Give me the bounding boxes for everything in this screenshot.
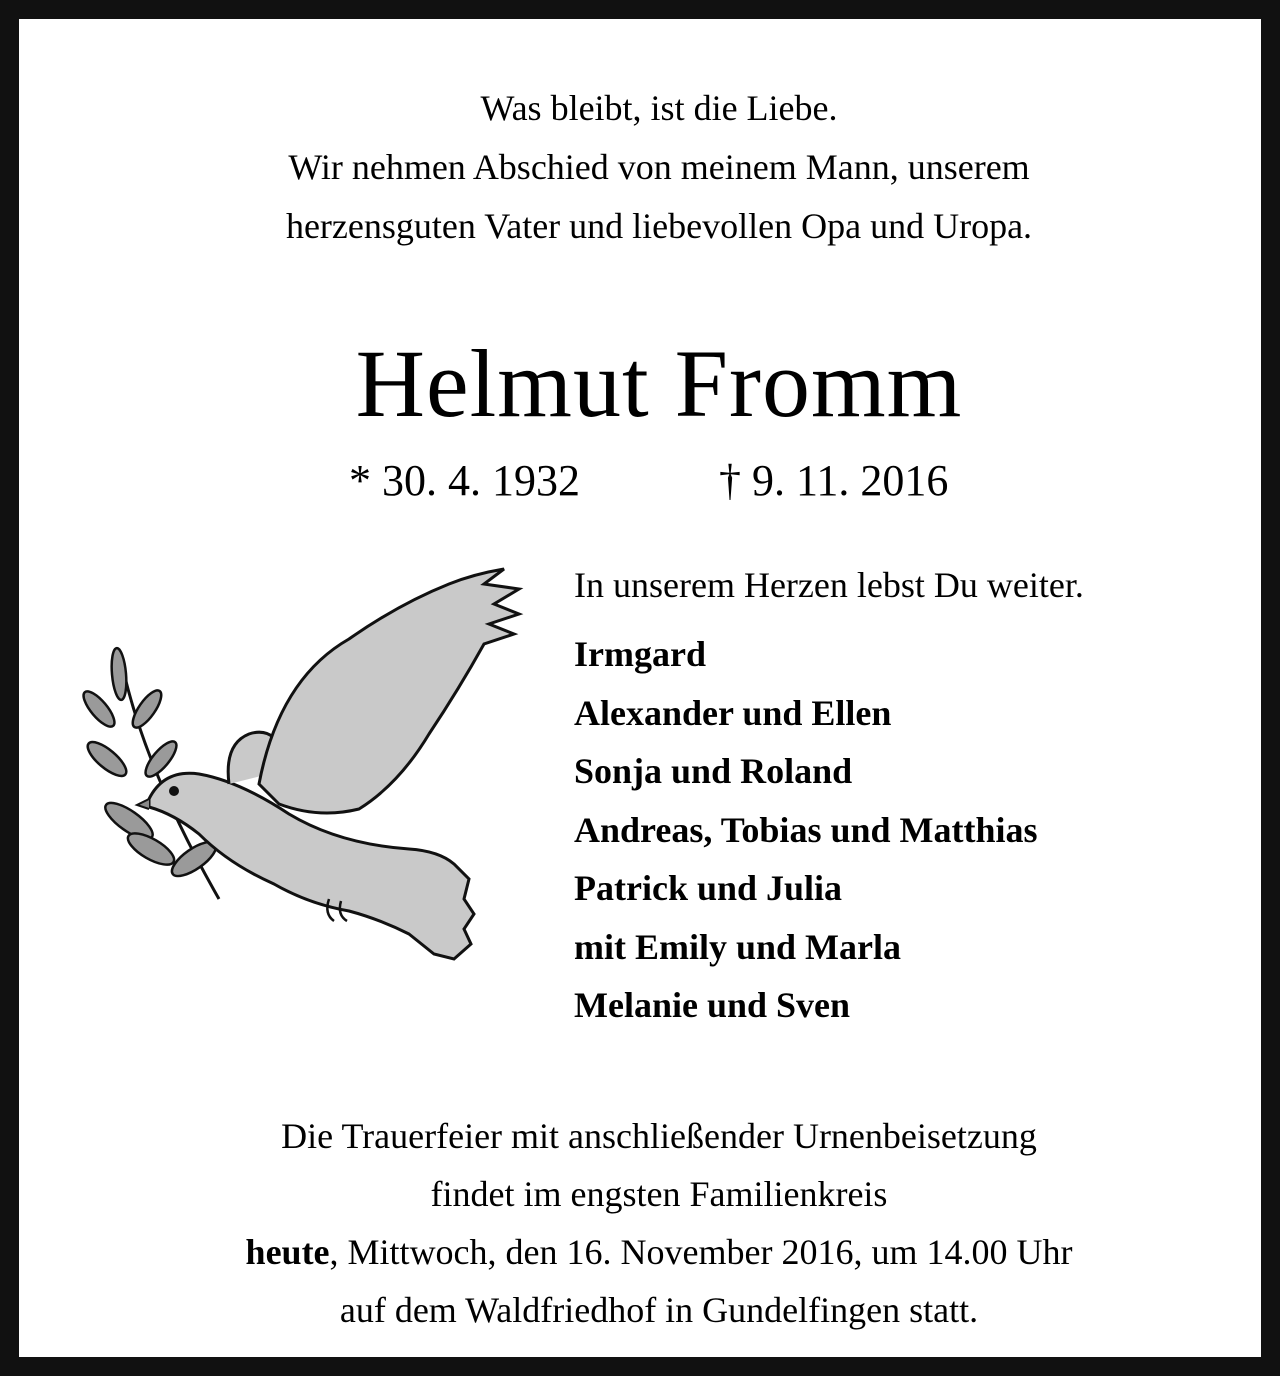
dove-with-olive-branch-icon [79,559,549,979]
list-item: Sonja und Roland [574,751,853,791]
list-item: Patrick und Julia [574,868,843,908]
funeral-info [19,1107,1280,1339]
intro-text [19,79,1280,256]
closing-emphasis: heute [245,1232,330,1272]
closing-line-2: findet im engsten Familienkreis [430,1174,888,1214]
closing-line-1: Die Trauerfeier mit anschließender Urnenbeisetzung [281,1116,1037,1156]
motto: In unserem Herzen lebst Du weiter. [574,565,1084,605]
list-item: Irmgard [574,634,706,674]
mourners-list [574,625,1038,1035]
deceased-name: Helmut Fromm [355,330,963,437]
birth-date: * 30. 4. 1932 [349,456,580,505]
closing-line-3-rest: , Mittwoch, den 16. November 2016, um 14.00 Uhr [329,1232,1073,1272]
closing-line-4: auf dem Waldfriedhof in Gundelfingen statt. [339,1290,979,1330]
intro-line-3: herzensguten Vater und liebevollen Opa und Uropa. [285,206,1033,246]
intro-line-2: Wir nehmen Abschied von meinem Mann, unserem [288,147,1030,187]
death-date: † 9. 11. 2016 [719,456,949,505]
list-item: mit Emily und Marla [574,926,902,967]
closing-line-3 [19,1223,1280,1281]
list-item: Alexander und Ellen [574,692,892,733]
list-item: Melanie und Sven [574,985,851,1025]
intro-line-1: Was bleibt, ist die Liebe. [480,88,838,128]
list-item: Andreas, Tobias und Matthias [574,809,1038,850]
